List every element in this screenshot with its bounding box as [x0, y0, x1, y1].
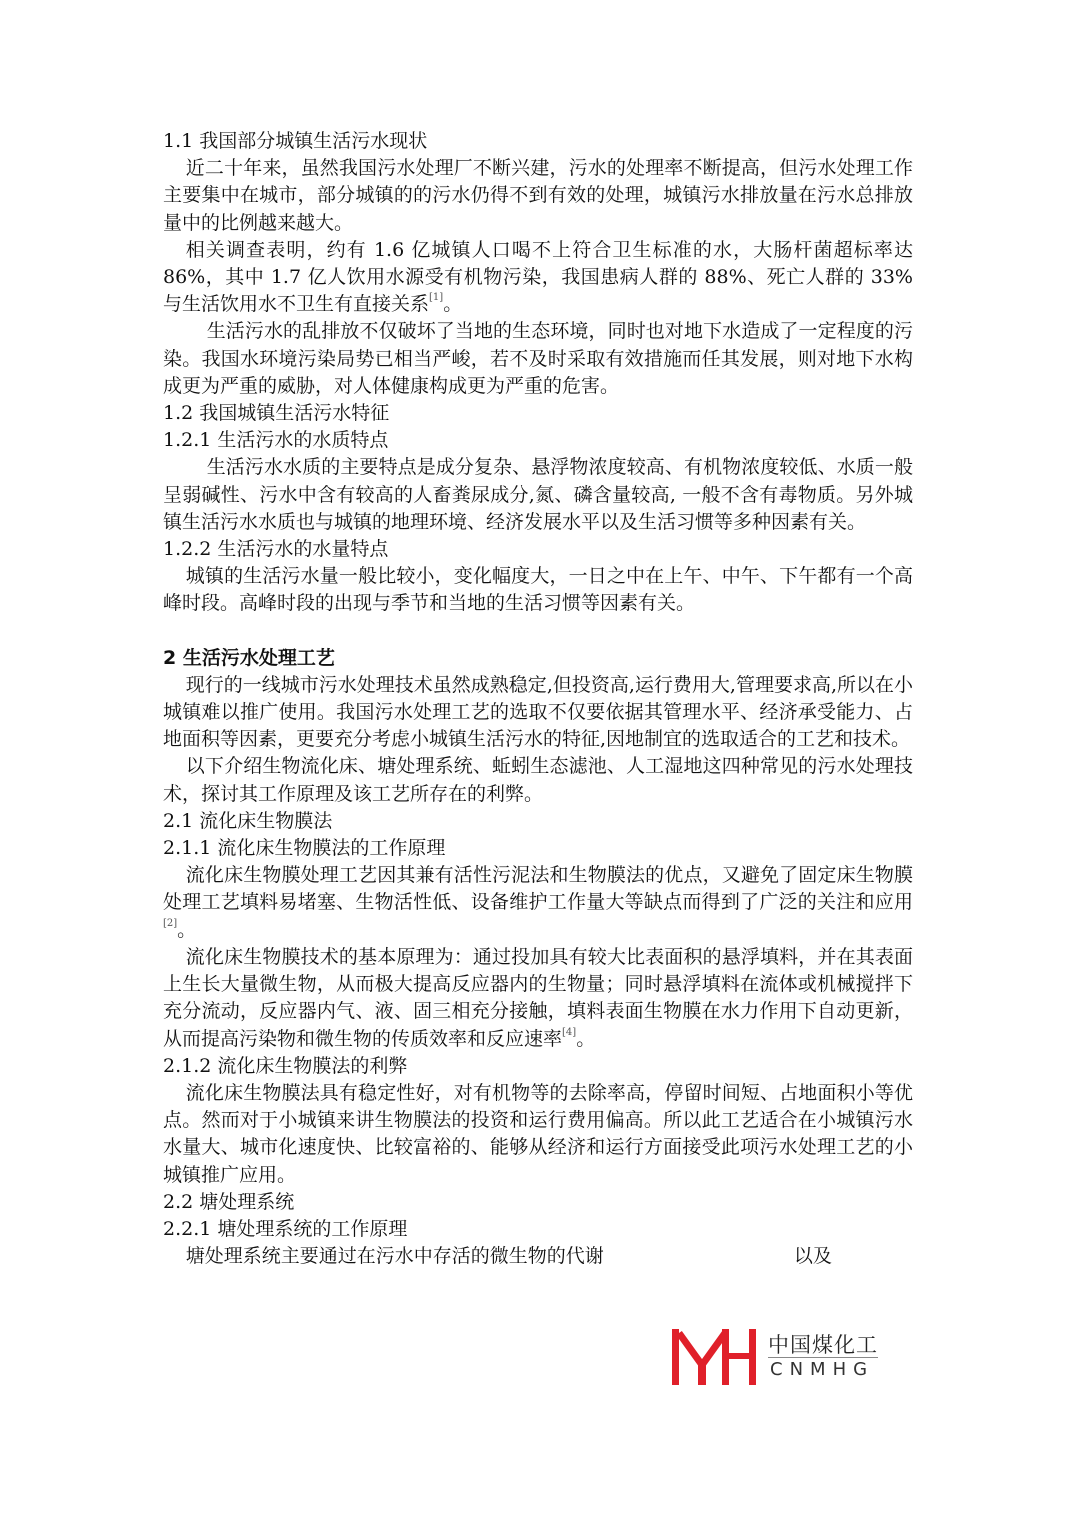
watermark-cn-text: 中国煤化工 [768, 1333, 878, 1357]
logo-bar [722, 1329, 729, 1385]
spacer [163, 618, 913, 645]
section-heading-1-2-2: 1.2.2 生活污水的水量特点 [163, 538, 389, 561]
section-heading-2-1-2: 2.1.2 流化床生物膜法的利弊 [163, 1054, 408, 1077]
logo-bar [749, 1329, 756, 1385]
section-heading-1-1: 1.1 我国部分城镇生活污水现状 [163, 130, 428, 152]
citation-ref: [4] [562, 1026, 577, 1038]
section-heading-2-1: 2.1 流化床生物膜法 [163, 809, 333, 832]
section-heading-2-2: 2.2 塘处理系统 [163, 1190, 295, 1213]
watermark-logo [672, 1325, 887, 1387]
section-heading-1-2-1: 1.2.1 生活污水的水质特点 [163, 429, 389, 452]
citation-ref: [1] [429, 292, 444, 304]
logo-bar [698, 1359, 706, 1385]
paragraph: 现行的一线城市污水处理技术虽然成熟稳定,但投资高,运行费用大,管理要求高,所以在小城镇难以推广使用。我国污水处理工艺的选取不仅要依据其管理水平、经济承受能力、占地面积等因素，更要充分考虑小城镇生活污水的特征,因地制宜的选取适合的工艺和技术。 [163, 673, 913, 751]
paragraph: 相关调查表明，约有 1.6 亿城镇人口喝不上符合卫生标准的水，大肠杆菌超标率达 86%，其中 1.7 亿人饮用水源受有机物污染，我国患病人群的 88%、死亡人群的 33%与生活饮用水不卫生有直接关系[1]。 [163, 238, 913, 316]
section-heading-2-2-1: 2.2.1 塘处理系统的工作原理 [163, 1217, 408, 1240]
paragraph: 生活污水的乱排放不仅破坏了当地的生态环境，同时也对地下水造成了一定程度的污染。我国水环境污染局势已相当严峻，若不及时采取有效措施而任其发展，则对地下水构成更为严重的威胁，对人体健康构成更为严重的危害。 [163, 320, 913, 397]
paragraph: 近二十年来，虽然我国污水处理厂不断兴建，污水的处理率不断提高，但污水处理工作主要集中在城市，部分城镇的的污水仍得不到有效的处理，城镇污水排放量在污水总排放量中的比例越来越大。 [163, 157, 913, 234]
paragraph: 城镇的生活污水量一般比较小，变化幅度大，一日之中在上午、中午、下午都有一个高峰时段。高峰时段的出现与季节和当地的生活习惯等因素有关。 [163, 565, 913, 615]
logo-bar [729, 1353, 749, 1359]
section-heading-2-1-1: 2.1.1 流化床生物膜法的工作原理 [163, 837, 446, 860]
paragraph: 流化床生物膜法具有稳定性好，对有机物等的去除率高，停留时间短、占地面积小等优点。然而对于小城镇来讲生物膜法的投资和运行费用偏高。所以此工艺适合在小城镇污水水量大、城市化速度快、比较富裕的、能够从经济和运行方面接受此项污水处理工艺的小城镇推广应用。 [163, 1081, 913, 1186]
watermark-en-text: CNMHG [770, 1359, 875, 1380]
paragraph: 以下介绍生物流化床、塘处理系统、蚯蚓生态滤池、人工湿地这四种常见的污水处理技术，探讨其工作原理及该工艺所存在的利弊。 [163, 755, 913, 805]
paragraph: 流化床生物膜处理工艺因其兼有活性污泥法和生物膜法的优点，又避免了固定床生物膜处理工艺填料易堵塞、生物活性低、设备维护工作量大等缺点而得到了广泛的关注和应用[2]。 [163, 864, 913, 941]
document-body [163, 128, 913, 1270]
watermark-divider [768, 1357, 878, 1358]
section-heading-2: 2 生活污水处理工艺 [163, 646, 335, 669]
paragraph: 生活污水水质的主要特点是成分复杂、悬浮物浓度较高、有机物浓度较低、水质一般呈弱碱性、污水中含有较高的人畜粪尿成分,氮、磷含量较高, 一般不含有毒物质。另外城镇生活污水水质也与城镇的地理环境、经济发展水平以及生活习惯等多种因素有关。 [163, 456, 913, 533]
section-heading-1-2: 1.2 我国城镇生活污水特征 [163, 402, 390, 425]
paragraph: 流化床生物膜技术的基本原理为：通过投加具有较大比表面积的悬浮填料，并在其表面上生长大量微生物，从而极大提高反应器内的生物量；同时悬浮填料在流体或机械搅拌下充分流动，反应器内气、液、固三相充分接触，填料表面生物膜在水力作用下自动更新，从而提高污染物和微生物的传质效率和反应速率[4]。 [163, 945, 913, 1050]
citation-ref: [2] [163, 917, 178, 929]
mh-logo-icon [672, 1325, 764, 1387]
paragraph: 塘处理系统主要通过在污水中存活的微生物的代谢 以及 [185, 1245, 832, 1268]
